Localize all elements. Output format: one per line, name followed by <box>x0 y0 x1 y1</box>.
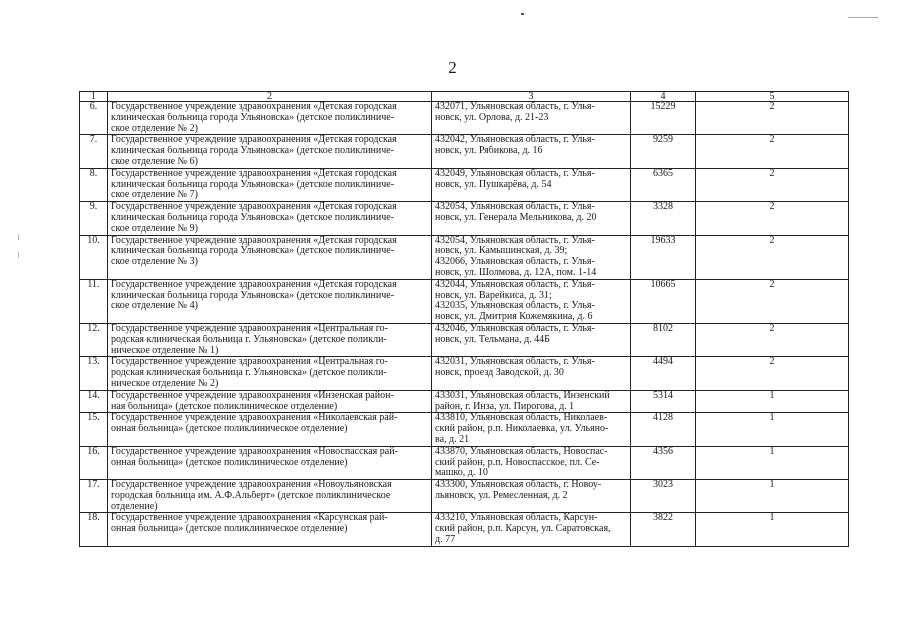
row-number: 13. <box>80 357 108 390</box>
institution-address-line: новск, ул. Орлова, д. 21-23 <box>435 112 549 123</box>
attached-count: 4494 <box>631 357 696 390</box>
institution-address <box>432 168 631 201</box>
table-row <box>80 235 849 279</box>
institution-address-line: ский район, р.п. Николаевка, ул. Ульяно- <box>435 424 609 435</box>
category-level: 2 <box>696 279 849 323</box>
institution-name-line: онная больница» (детское поликлиническое отделение) <box>111 424 348 435</box>
column-header: 4 <box>631 92 696 102</box>
scan-speck <box>848 17 878 18</box>
institution-name-line: ское отделение № 2) <box>111 123 198 134</box>
institution-address-line: 432054, Ульяновская область, г. Улья- <box>435 235 595 246</box>
institution-name <box>108 413 432 446</box>
attached-count: 10665 <box>631 279 696 323</box>
institution-name <box>108 279 432 323</box>
institution-address-line: новск, ул. Тельмана, д. 44Б <box>435 334 550 345</box>
institution-name-line: клиническая больница города Ульяновска» (детское поликлиниче- <box>111 112 395 123</box>
institution-address-line: новск, ул. Варейкиса, д. 31; <box>435 290 552 301</box>
institution-address-line: ва, д. 21 <box>435 434 470 445</box>
attached-count: 5314 <box>631 390 696 413</box>
institution-name-line: ническое отделение № 2) <box>111 378 219 389</box>
table-row <box>80 102 849 135</box>
institution-name-line: ское отделение № 4) <box>111 301 198 312</box>
attached-count: 6365 <box>631 168 696 201</box>
institution-name-line: родская клиническая больница г. Ульяновска» (детское поликли- <box>111 334 387 345</box>
institution-address-line: новск, ул. Камышинская, д. 39; <box>435 246 568 257</box>
institutions-table <box>79 91 849 547</box>
institution-name <box>108 446 432 479</box>
institution-name-line: ское отделение № 7) <box>111 190 198 201</box>
institution-address-line: машко, д. 10 <box>435 468 488 479</box>
column-header: 3 <box>432 92 631 102</box>
institution-address-line: новск, ул. Дмитрия Кожемякина, д. 6 <box>435 312 593 323</box>
table-row <box>80 390 849 413</box>
institution-name-line: родская клиническая больница г. Ульяновска» (детское поликли- <box>111 368 387 379</box>
institution-name <box>108 135 432 168</box>
institution-address <box>432 480 631 513</box>
attached-count: 3822 <box>631 513 696 546</box>
institution-name-line: ское отделение № 3) <box>111 257 198 268</box>
institution-name <box>108 357 432 390</box>
institution-name-line: ское отделение № 9) <box>111 223 198 234</box>
institution-address <box>432 235 631 279</box>
institution-address-line: 432066, Ульяновская область, г. Улья- <box>435 257 595 268</box>
row-number: 9. <box>80 202 108 235</box>
institution-name-line: Государственное учреждение здравоохранения «Детская городская <box>111 235 397 246</box>
institution-address <box>432 390 631 413</box>
institution-name-line: клиническая больница города Ульяновска» (детское поликлиниче- <box>111 246 395 257</box>
category-level: 2 <box>696 323 849 356</box>
institution-address <box>432 202 631 235</box>
institution-name-line: клиническая больница города Ульяновска» (детское поликлиниче- <box>111 290 395 301</box>
row-number: 10. <box>80 235 108 279</box>
row-number: 6. <box>80 102 108 135</box>
table-row <box>80 480 849 513</box>
institution-name-line: клиническая больница города Ульяновска» (детское поликлиниче- <box>111 179 395 190</box>
institution-name-line: Государственное учреждение здравоохранения «Детская городская <box>111 279 397 290</box>
institution-address-line: 432035, Ульяновская область, г. Улья- <box>435 301 595 312</box>
attached-count: 19633 <box>631 235 696 279</box>
scan-speck <box>18 234 19 240</box>
institution-address-line: новск, ул. Рябикова, д. 16 <box>435 146 543 157</box>
category-level: 2 <box>696 102 849 135</box>
institution-name-line: Государственное учреждение здравоохранения «Детская городская <box>111 202 397 213</box>
institution-address <box>432 323 631 356</box>
category-level: 2 <box>696 202 849 235</box>
institution-address <box>432 102 631 135</box>
institution-address <box>432 513 631 546</box>
institution-name-line: Государственное учреждение здравоохранения «Детская городская <box>111 135 397 146</box>
institution-name-line: Государственное учреждение здравоохранения «Карсунская рай- <box>111 513 388 524</box>
table-row <box>80 279 849 323</box>
table-row <box>80 357 849 390</box>
institution-address-line: 433810, Ульяновская область, Николаев- <box>435 413 608 424</box>
institution-address <box>432 357 631 390</box>
attached-count: 3328 <box>631 202 696 235</box>
attached-count: 9259 <box>631 135 696 168</box>
table-row <box>80 513 849 546</box>
category-level: 1 <box>696 446 849 479</box>
institution-name-line: клиническая больница города Ульяновска» (детское поликлиниче- <box>111 212 395 223</box>
column-header: 2 <box>108 92 432 102</box>
category-level: 2 <box>696 135 849 168</box>
institution-name-line: Государственное учреждение здравоохранения «Детская городская <box>111 102 397 112</box>
institution-address-line: льяновск, ул. Ремесленная, д. 2 <box>435 490 568 501</box>
institution-address-line: новск, проезд Заводской, д. 30 <box>435 368 564 379</box>
column-header: 1 <box>80 92 108 102</box>
institution-name-line: онная больница» (детское поликлиническое отделение) <box>111 524 348 535</box>
institution-address-line: 432031, Ульяновская область, г. Улья- <box>435 357 595 368</box>
table-row <box>80 446 849 479</box>
institution-address <box>432 279 631 323</box>
row-number: 8. <box>80 168 108 201</box>
institution-name-line: Государственное учреждение здравоохранения «Детская городская <box>111 168 397 179</box>
institution-address-line: 432044, Ульяновская область, г. Улья- <box>435 279 595 290</box>
category-level: 1 <box>696 413 849 446</box>
institution-address-line: 433031, Ульяновская область, Инзенский <box>435 390 610 401</box>
institution-name <box>108 323 432 356</box>
institution-address-line: 433210, Ульяновская область, Карсун- <box>435 513 598 524</box>
category-level: 2 <box>696 235 849 279</box>
row-number: 14. <box>80 390 108 413</box>
attached-count: 8102 <box>631 323 696 356</box>
institution-name-line: Государственное учреждение здравоохранения «Николаевская рай- <box>111 413 398 424</box>
institution-address <box>432 135 631 168</box>
attached-count: 4356 <box>631 446 696 479</box>
institution-address-line: 432042, Ульяновская область, г. Улья- <box>435 135 595 146</box>
institution-address <box>432 446 631 479</box>
institution-name <box>108 390 432 413</box>
table-row <box>80 135 849 168</box>
institution-address-line: ский район, р.п. Карсун, ул. Саратовская, <box>435 524 611 535</box>
column-header: 5 <box>696 92 849 102</box>
row-number: 18. <box>80 513 108 546</box>
institution-address-line: район, г. Инза, ул. Пирогова, д. 1 <box>435 401 575 412</box>
institution-name <box>108 480 432 513</box>
table-header-row <box>80 92 849 102</box>
institution-name-line: Государственное учреждение здравоохранения «Новоспасская рай- <box>111 446 398 457</box>
institution-address-line: д. 77 <box>435 535 456 546</box>
institution-address-line: ский район, р.п. Новоспасское, пл. Се- <box>435 457 600 468</box>
institution-name-line: ническое отделение № 1) <box>111 345 219 356</box>
institution-name-line: отделение) <box>111 501 158 512</box>
institution-address-line: 433300, Ульяновская область, г. Новоу- <box>435 480 602 491</box>
attached-count: 4128 <box>631 413 696 446</box>
institution-name <box>108 102 432 135</box>
table-row <box>80 413 849 446</box>
institution-name-line: ское отделение № 6) <box>111 156 198 167</box>
table-row <box>80 168 849 201</box>
institution-name-line: онная больница» (детское поликлиническое отделение) <box>111 457 348 468</box>
row-number: 11. <box>80 279 108 323</box>
scan-speck <box>18 252 19 258</box>
institution-name-line: клиническая больница города Ульяновска» (детское поликлиниче- <box>111 146 395 157</box>
institution-address-line: 432054, Ульяновская область, г. Улья- <box>435 202 595 213</box>
institution-address-line: 432049, Ульяновская область, г. Улья- <box>435 168 595 179</box>
category-level: 2 <box>696 357 849 390</box>
institution-name <box>108 168 432 201</box>
row-number: 15. <box>80 413 108 446</box>
scan-speck <box>521 13 524 15</box>
row-number: 16. <box>80 446 108 479</box>
institution-address-line: 433870, Ульяновская область, Новоспас- <box>435 446 608 457</box>
institution-address-line: новск, ул. Шолмова, д. 12А, пом. 1-14 <box>435 267 597 278</box>
institution-address-line: 432046, Ульяновская область, г. Улья- <box>435 323 595 334</box>
institution-name <box>108 202 432 235</box>
table-row <box>80 323 849 356</box>
institution-name-line: Государственное учреждение здравоохранения «Центральная го- <box>111 357 388 368</box>
institution-address-line: новск, ул. Генерала Мельникова, д. 20 <box>435 212 597 223</box>
row-number: 12. <box>80 323 108 356</box>
institution-name-line: городская больница им. А.Ф.Альберт» (детское поликлиническое <box>111 490 391 501</box>
institution-address <box>432 413 631 446</box>
page-number: 2 <box>448 58 457 77</box>
institution-name-line: Государственное учреждение здравоохранения «Центральная го- <box>111 323 388 334</box>
row-number: 17. <box>80 480 108 513</box>
attached-count: 3023 <box>631 480 696 513</box>
institution-name-line: ная больница» (детское поликлиническое отделение) <box>111 401 338 412</box>
institution-name <box>108 235 432 279</box>
category-level: 1 <box>696 513 849 546</box>
institution-name-line: Государственное учреждение здравоохранения «Инзенская район- <box>111 390 394 401</box>
institution-name-line: Государственное учреждение здравоохранения «Новоульяновская <box>111 480 392 491</box>
category-level: 1 <box>696 390 849 413</box>
institution-address-line: новск, ул. Пушкарёва, д. 54 <box>435 179 552 190</box>
category-level: 2 <box>696 168 849 201</box>
row-number: 7. <box>80 135 108 168</box>
table-row <box>80 202 849 235</box>
institution-address-line: 432071, Ульяновская область, г. Улья- <box>435 102 595 112</box>
category-level: 1 <box>696 480 849 513</box>
institution-name <box>108 513 432 546</box>
attached-count: 15229 <box>631 102 696 135</box>
table-body <box>80 102 849 547</box>
